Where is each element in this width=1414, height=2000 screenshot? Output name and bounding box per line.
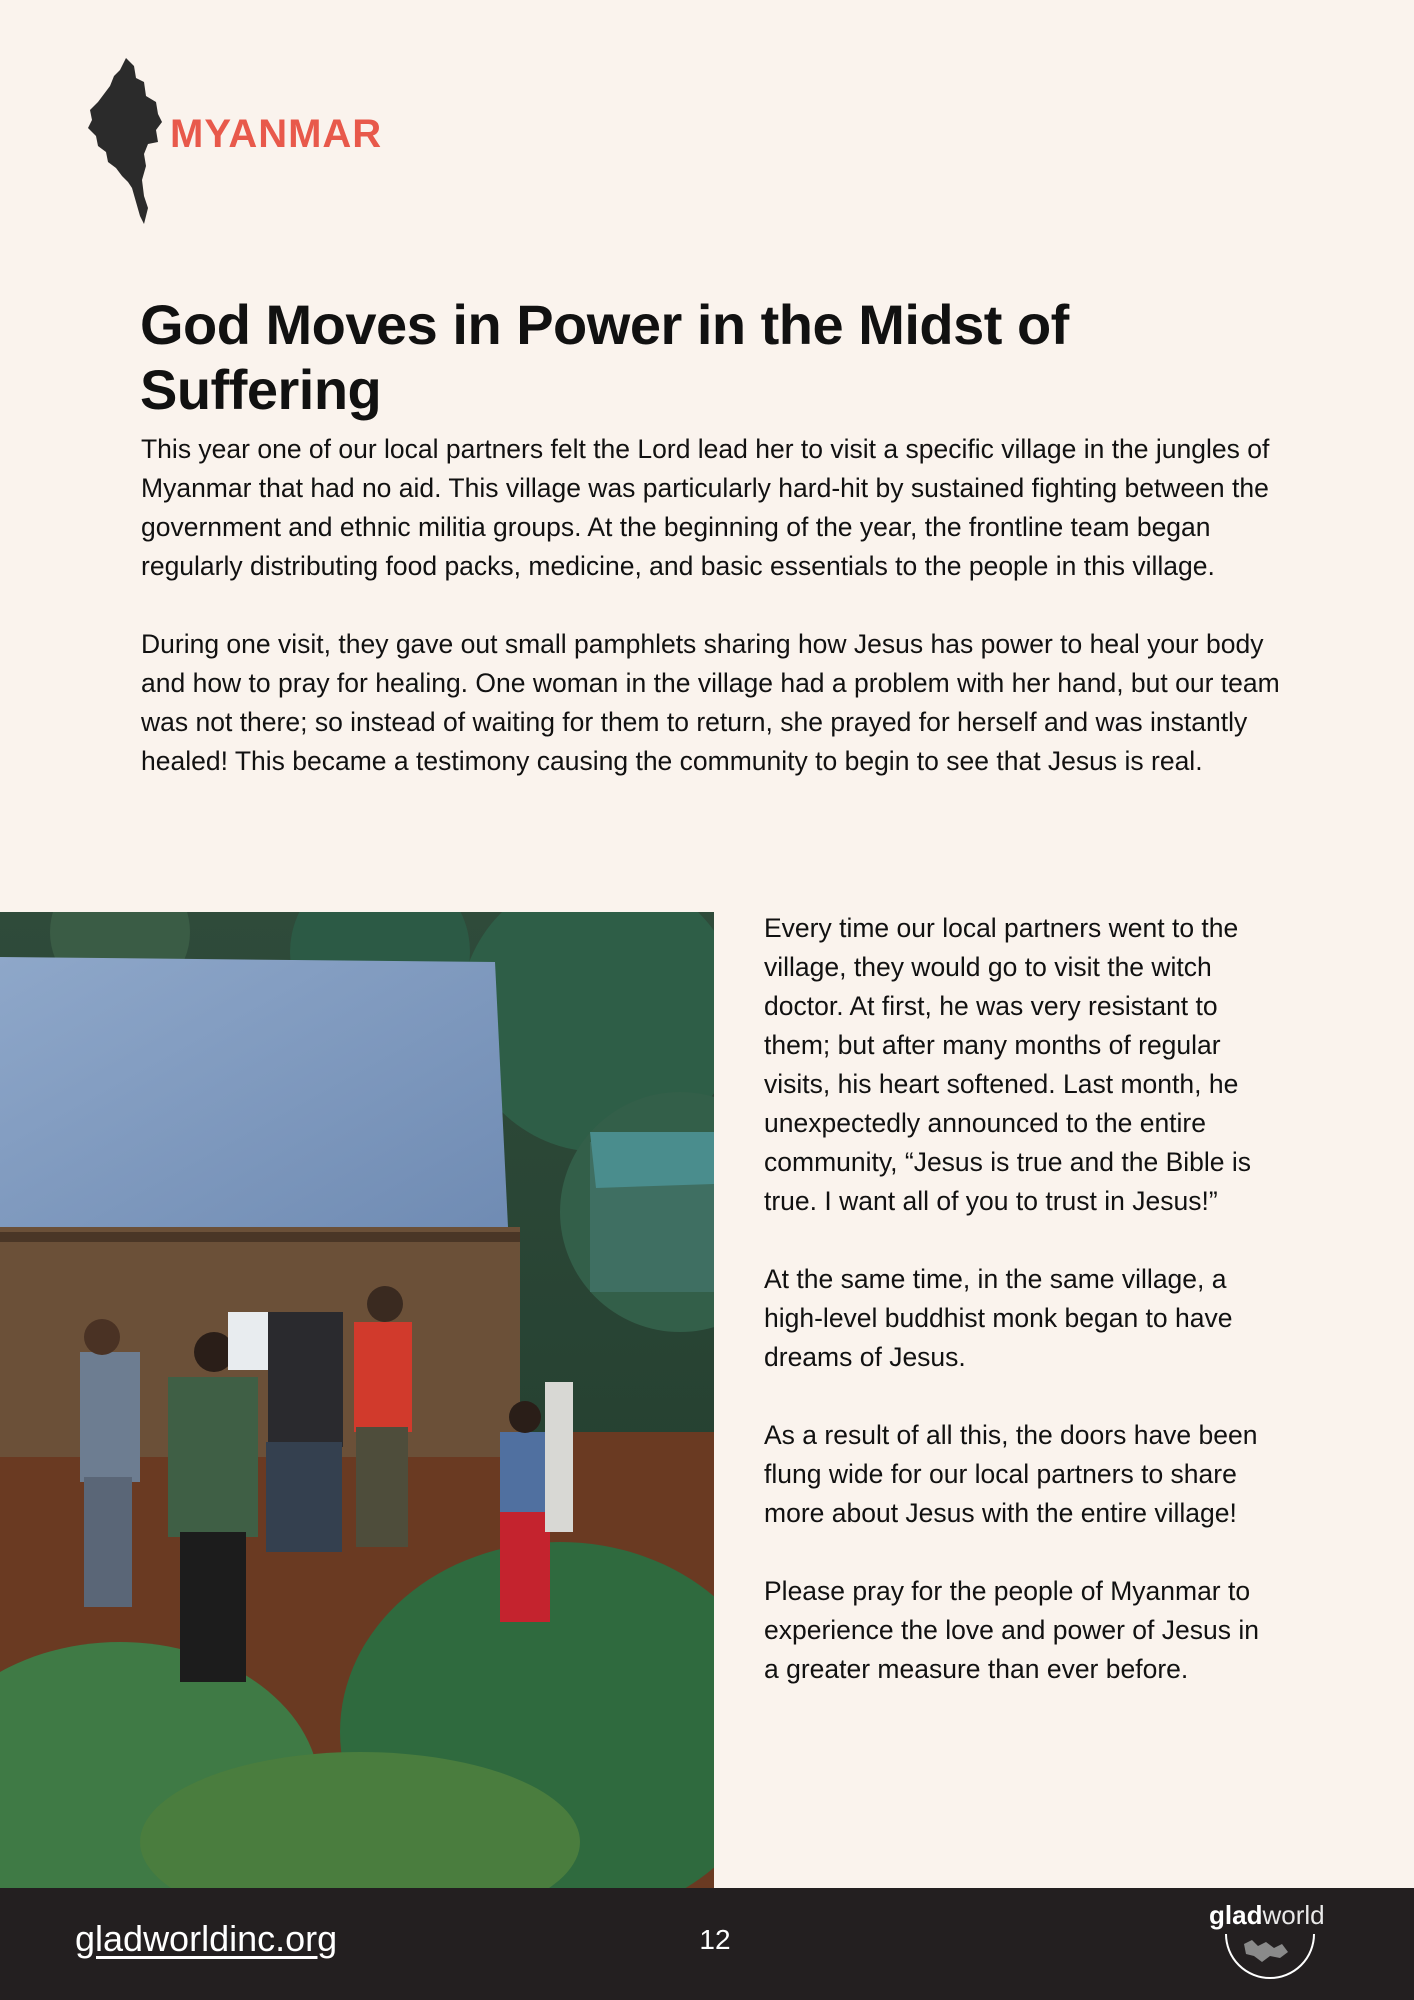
logo-text-bold: glad [1209, 1900, 1263, 1930]
page-footer [0, 1888, 1414, 2000]
intro-section [141, 430, 1281, 820]
globe-icon [1222, 1922, 1318, 1986]
column-paragraph-4: Please pray for the people of Myanmar to experience the love and power of Jesus in a greater measure than ever before. [764, 1576, 1259, 1684]
intro-paragraph-1: This year one of our local partners felt the Lord lead her to visit a specific village in the jungles of Myanmar that had no aid. This village was particularly hard-hit by sustained fighting between the government and ethnic militia groups. At the beginning of the year, the frontline team began regularly distributing food packs, medicine, and basic essentials to the people in this village. [141, 434, 1270, 581]
gladworld-logo [1200, 1898, 1350, 1988]
myanmar-map-icon [86, 56, 166, 226]
column-paragraph-2: At the same time, in the same village, a high-level buddhist monk began to have dreams of Jesus. [764, 1264, 1233, 1372]
article-title: God Moves in Power in the Midst of Suffering [140, 293, 1069, 421]
column-paragraph-3: As a result of all this, the doors have been flung wide for our local partners to share more about Jesus with the entire village! [764, 1420, 1258, 1528]
website-link[interactable]: gladworldinc.org [75, 1918, 338, 1959]
page-header [86, 56, 506, 236]
country-label: MYANMAR [170, 112, 383, 156]
intro-paragraph-2: During one visit, they gave out small pamphlets sharing how Jesus has power to heal your body and how to pray for healing. One woman in the village had a problem with her hand, but our team was not there; so instead of waiting for them to return, she prayed for herself and was instantly healed! This became a testimony causing the community to begin to see that Jesus is real. [141, 629, 1280, 776]
logo-text-light: world [1262, 1900, 1325, 1930]
story-column [764, 909, 1280, 1728]
column-paragraph-1: Every time our local partners went to the village, they would go to visit the witch doctor. At first, he was very resistant to them; but after many months of regular visits, his heart softened. Last month, he unexpectedly announced to the entire community, “Jesus is true and the Bible is true. I want all of you to trust in Jesus!” [764, 913, 1252, 1216]
village-photo [0, 912, 714, 1888]
page-number: 12 [699, 1924, 731, 1955]
